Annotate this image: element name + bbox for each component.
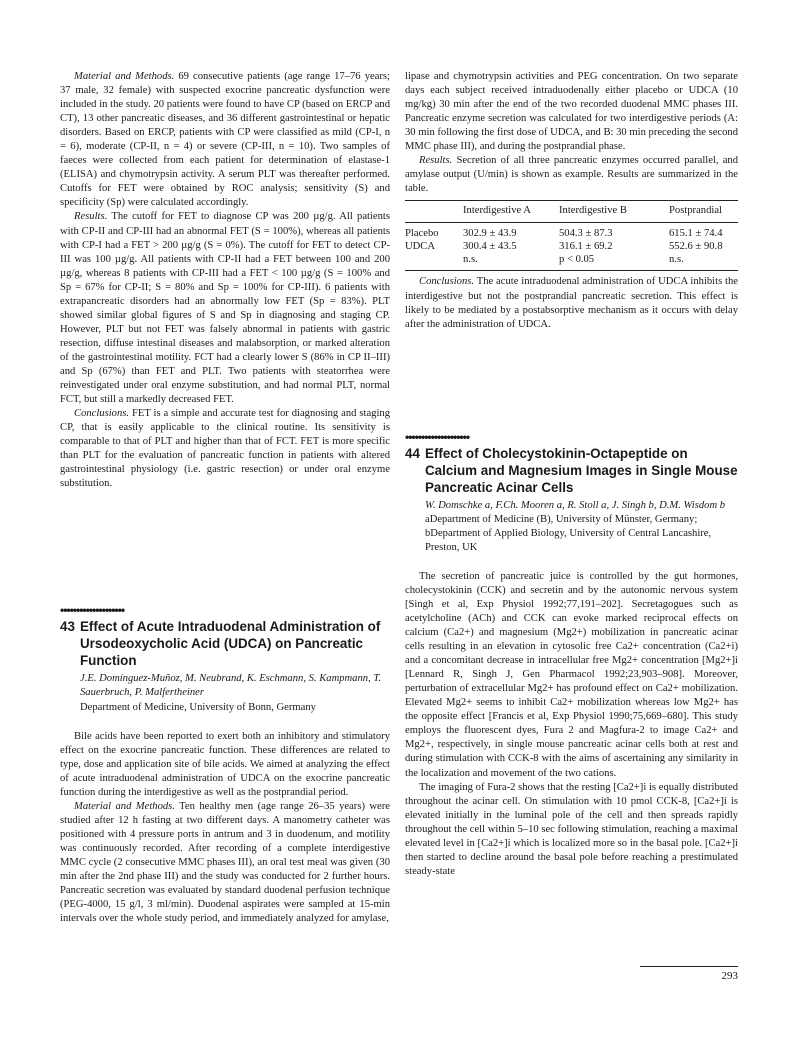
abstract-42-methods	[60, 70, 390, 210]
abstract-44-heading	[405, 445, 738, 496]
abstract-43-methods-cont	[405, 70, 738, 154]
abstract-43-methods	[60, 800, 390, 926]
table-cell: 302.9 ± 43.9	[463, 228, 517, 240]
abstract-44-affiliation-a: aDepartment of Medicine (B), University of Münster, Germany;	[425, 513, 698, 525]
table-row	[405, 240, 738, 253]
section-label: Results.	[419, 155, 453, 167]
abstract-44-intro	[405, 570, 738, 781]
table-cell: 552.6 ± 90.8	[669, 241, 723, 253]
abstract-43-affiliation: Department of Medicine, University of Bonn, Germany	[80, 701, 316, 713]
abstract-44-imaging	[405, 781, 738, 879]
abstract-43-conclusions	[405, 275, 738, 331]
table-row	[405, 223, 738, 241]
section-label: Material and Methods.	[74, 800, 175, 812]
body-text: Ten healthy men (age range 26–35 years) were studied after 12 h fasting at two different days. A manometry catheter was positioned with 4 pressure ports in antrum and 3 in duodenum, and motility was continuously recorded. After recording of a complete interdigestive MMC cycle (2 consecutive MMC phases III), an oral test meal was given (30 min after the 2nd phase III) and the study was conducted for 2 further hours. Pancreatic secretion was evaluated by standard duodenal perfusion technique (PEG-4000, 15 g/l, 3 ml/min). Duodenal aspirates were sampled at 15-min intervals over the whole study period, and immediately analyzed for amylase,	[60, 800, 390, 925]
body-text: The acute intraduodenal administration of UDCA inhibits the interdigestive but not the postprandial pancreatic secretion. This effect is likely to be mediated by a postabsorptive mechanism as it occurs with delay after the administration of UDCA.	[405, 276, 738, 330]
right-column	[405, 70, 738, 879]
abstract-42-conclusions	[60, 407, 390, 491]
abstract-44-affiliation-b: bDepartment of Applied Biology, University of Central Lancashire, Preston, UK	[425, 527, 712, 553]
body-text: lipase and chymotrypsin activities and PEG concentration. On two separate days each subject received intraduodenally either placebo or UDCA (10 mg/kg) 30 min after the end of the two recorded duodenal MMC phases III. Pancreatic enzyme secretion was calculated for two interdigestive periods (A: 30 min following the first dose of UDCA, and B: 30 min preceding the second MMC phase III), and during the postprandial phase.	[405, 71, 738, 153]
body-text: FET is a simple and accurate test for diagnosing and staging CP, that is easily applicable to the clinical routine. Its sensitivity is comparable to that of PLT and higher than that of FCT. FET is more specific than PLT for the evaluation of pancreatic function in patients with altered gastrointestinal physiology (i.e. gastric resection) or under oral enzyme substitution.	[60, 408, 390, 490]
section-divider-dots: ••••••••••••••••••••	[60, 603, 125, 618]
results-table	[405, 200, 738, 271]
abstract-43-title: Effect of Acute Intraduodenal Administration of Ursodeoxycholic Acid (UDCA) on Pancreatic Function	[80, 619, 381, 669]
table-cell: 300.4 ± 43.5	[463, 241, 517, 253]
table-header-row	[405, 201, 738, 223]
table-cell: 504.3 ± 87.3	[559, 228, 613, 240]
abstract-42-results	[60, 210, 390, 407]
abstract-43-heading	[60, 618, 390, 669]
body-text: Secretion of all three pancreatic enzymes occurred parallel, and amylase output (U/min) is shown as example. Results are summarized in the table.	[405, 155, 738, 195]
table-cell: n.s.	[669, 253, 738, 271]
abstract-44-title: Effect of Cholecystokinin-Octapeptide on Calcium and Magnesium Images in Single Mouse Pancreatic Acinar Cells	[425, 445, 738, 495]
abstract-43-number: 43	[60, 619, 75, 635]
table-cell: p < 0.05	[559, 253, 669, 271]
footer-rule	[640, 966, 738, 967]
section-divider-dots: ••••••••••••••••••••	[405, 429, 470, 444]
table-cell: Placebo	[405, 228, 439, 240]
table-header-cell: Interdigestive B	[559, 201, 669, 223]
table-header-cell: Interdigestive A	[463, 201, 559, 223]
table-header-cell	[405, 201, 463, 223]
page-number: 293	[721, 970, 738, 982]
body-text: Bile acids have been reported to exert both an inhibitory and stimulatory effect on the exocrine pancreatic function. These differences are related to type, dose and application site of bile acids. We aimed at analyzing the effect of acute intraduodenal administration of UDCA on the exocrine pancreatic function during the interdigestive as well as the postprandial period.	[60, 730, 390, 798]
abstract-43-results	[405, 154, 738, 196]
body-text: The secretion of pancreatic juice is controlled by the gut hormones, cholecystokinin (CCK) and secretin and by the autonomic nervous system [Singh et al, Exp Physiol 1992;77,191–202]. Secretagogues such as acetylcholine (ACh) and CCK can evoke marked reciprocal effects on calcium (Ca2+) and magnesium (Mg2+) mobilization in pancreatic acinar cells resulting in an elevation in cytosolic free Ca2+ concentration (Ca2+i) and a concomitant decrease in intracellular free Mg2+ concentration [Mg2+]i [Lennard R, Singh J, Gen Pharmacol 1992;23,903–908]. Moreover, perturbation of extracellular Mg2+ has profound effect on Ca2+ mobilization. Elevated Mg2+ seems to inhibit Ca2+ mobilization whereas low Mg2+ has the opposite effect [Francis et al, Exp Physiol 1990;75,669–680]. This study employs the fluorescent dyes, Fura 2 and Magfura-2 to image Ca2+ and Mg2+, respectively, in single mouse pancreatic acinar cells both at rest and during stimulation with CCK-8 with the aims of ascertaining any similarity in the localization and movement of the two cations.	[405, 570, 738, 779]
body-text: The cutoff for FET to diagnose CP was 200 µg/g. All patients with CP-II and CP-III had an abnormal FET (S = 100%), whereas all patients with CP-I had a FET > 200 µg/g (S = 0%). The cutoff for FET to detect CP-III was 100 µg/g. All patients with CP-II had a FET between 100 and 200 µg/g, whereas 8 patients with CP-III had a FET < 100 µg/g (S = 100% and Sp = 67% for CP-II; S = 80% and Sp = 100% for CP-III). 6 patients with extrapancreatic disorders had an abnormally low FET (Sp = 83%). PLT showed similar global figures of S and Sp in diagnosing and staging CP. However, PLT but not FET was falsely abnormal in patients with gastric resection, diffuse intestinal diseases and malabsorption, or marked alteration of the gastrointestinal motility. FCT had a clearly lower S (86% in CP II–III) and Sp (67%) than FET and PLT. Two patients with steatorrhea were reinvestigated under oral enzyme substitution, and had normal PLT, normal FCT, but still a markedly decreased FET.	[60, 211, 390, 406]
table-cell: 615.1 ± 74.4	[669, 228, 723, 240]
table-cell	[405, 253, 463, 271]
abstract-44-number: 44	[405, 445, 420, 461]
abstract-44-authors: W. Domschke a, F.Ch. Mooren a, R. Stoll a, J. Singh b, D.M. Wisdom b	[425, 499, 726, 511]
table-row	[405, 253, 738, 271]
body-text: 69 consecutive patients (age range 17–76 years; 37 male, 32 female) with suspected exocrine pancreatic dysfunction were included in the study. 20 patients were found to have CP (based on ERCP and CT), 13 other pancreatic diseases, and 36 different gastrointestinal or hepatic disorders. Based on ERCP, patients with CP were classified as mild (CP-I, n = 6), moderate (CP-II, n = 4) or severe (CP-III, n = 10). Two samples of faeces were collected from each patient for determination of elastase-1 (ELISA) and chymotrypsin activity. A serum PLT was thereafter performed. Cutoffs for FET were obtained by ROC analysis; sensitivity (S) and specificity (Sp) were calculated accordingly.	[60, 71, 390, 209]
section-label: Conclusions.	[74, 408, 130, 420]
table-cell: 316.1 ± 69.2	[559, 241, 613, 253]
table-cell: n.s.	[463, 253, 559, 271]
section-label: Conclusions.	[419, 276, 475, 288]
table-cell: UDCA	[405, 241, 436, 253]
section-label: Results.	[74, 211, 108, 223]
table-header-cell: Postprandial	[669, 201, 738, 223]
left-column	[60, 70, 390, 926]
section-label: Material and Methods.	[74, 71, 175, 82]
body-text: The imaging of Fura-2 shows that the resting [Ca2+]i is equally distributed throughout the acinar cell. On stimulation with 10 pmol CCK-8, [Ca2+]i is elevated initially in the luminal pole of the cell and then spreads rapidly throughout the cell within 5–10 sec following stimulation, reaching a maximal elevated level in [Ca2+]i which is localized more so in the basal pole. [Ca2+]i then started to decline around the basal pole before reaching a prestimulated steady-state	[405, 781, 738, 877]
abstract-43-authors: J.E. Domínguez-Muñoz, M. Neubrand, K. Eschmann, S. Kampmann, T. Sauerbruch, P. Malfertheiner	[80, 673, 382, 699]
abstract-43-intro	[60, 730, 390, 800]
